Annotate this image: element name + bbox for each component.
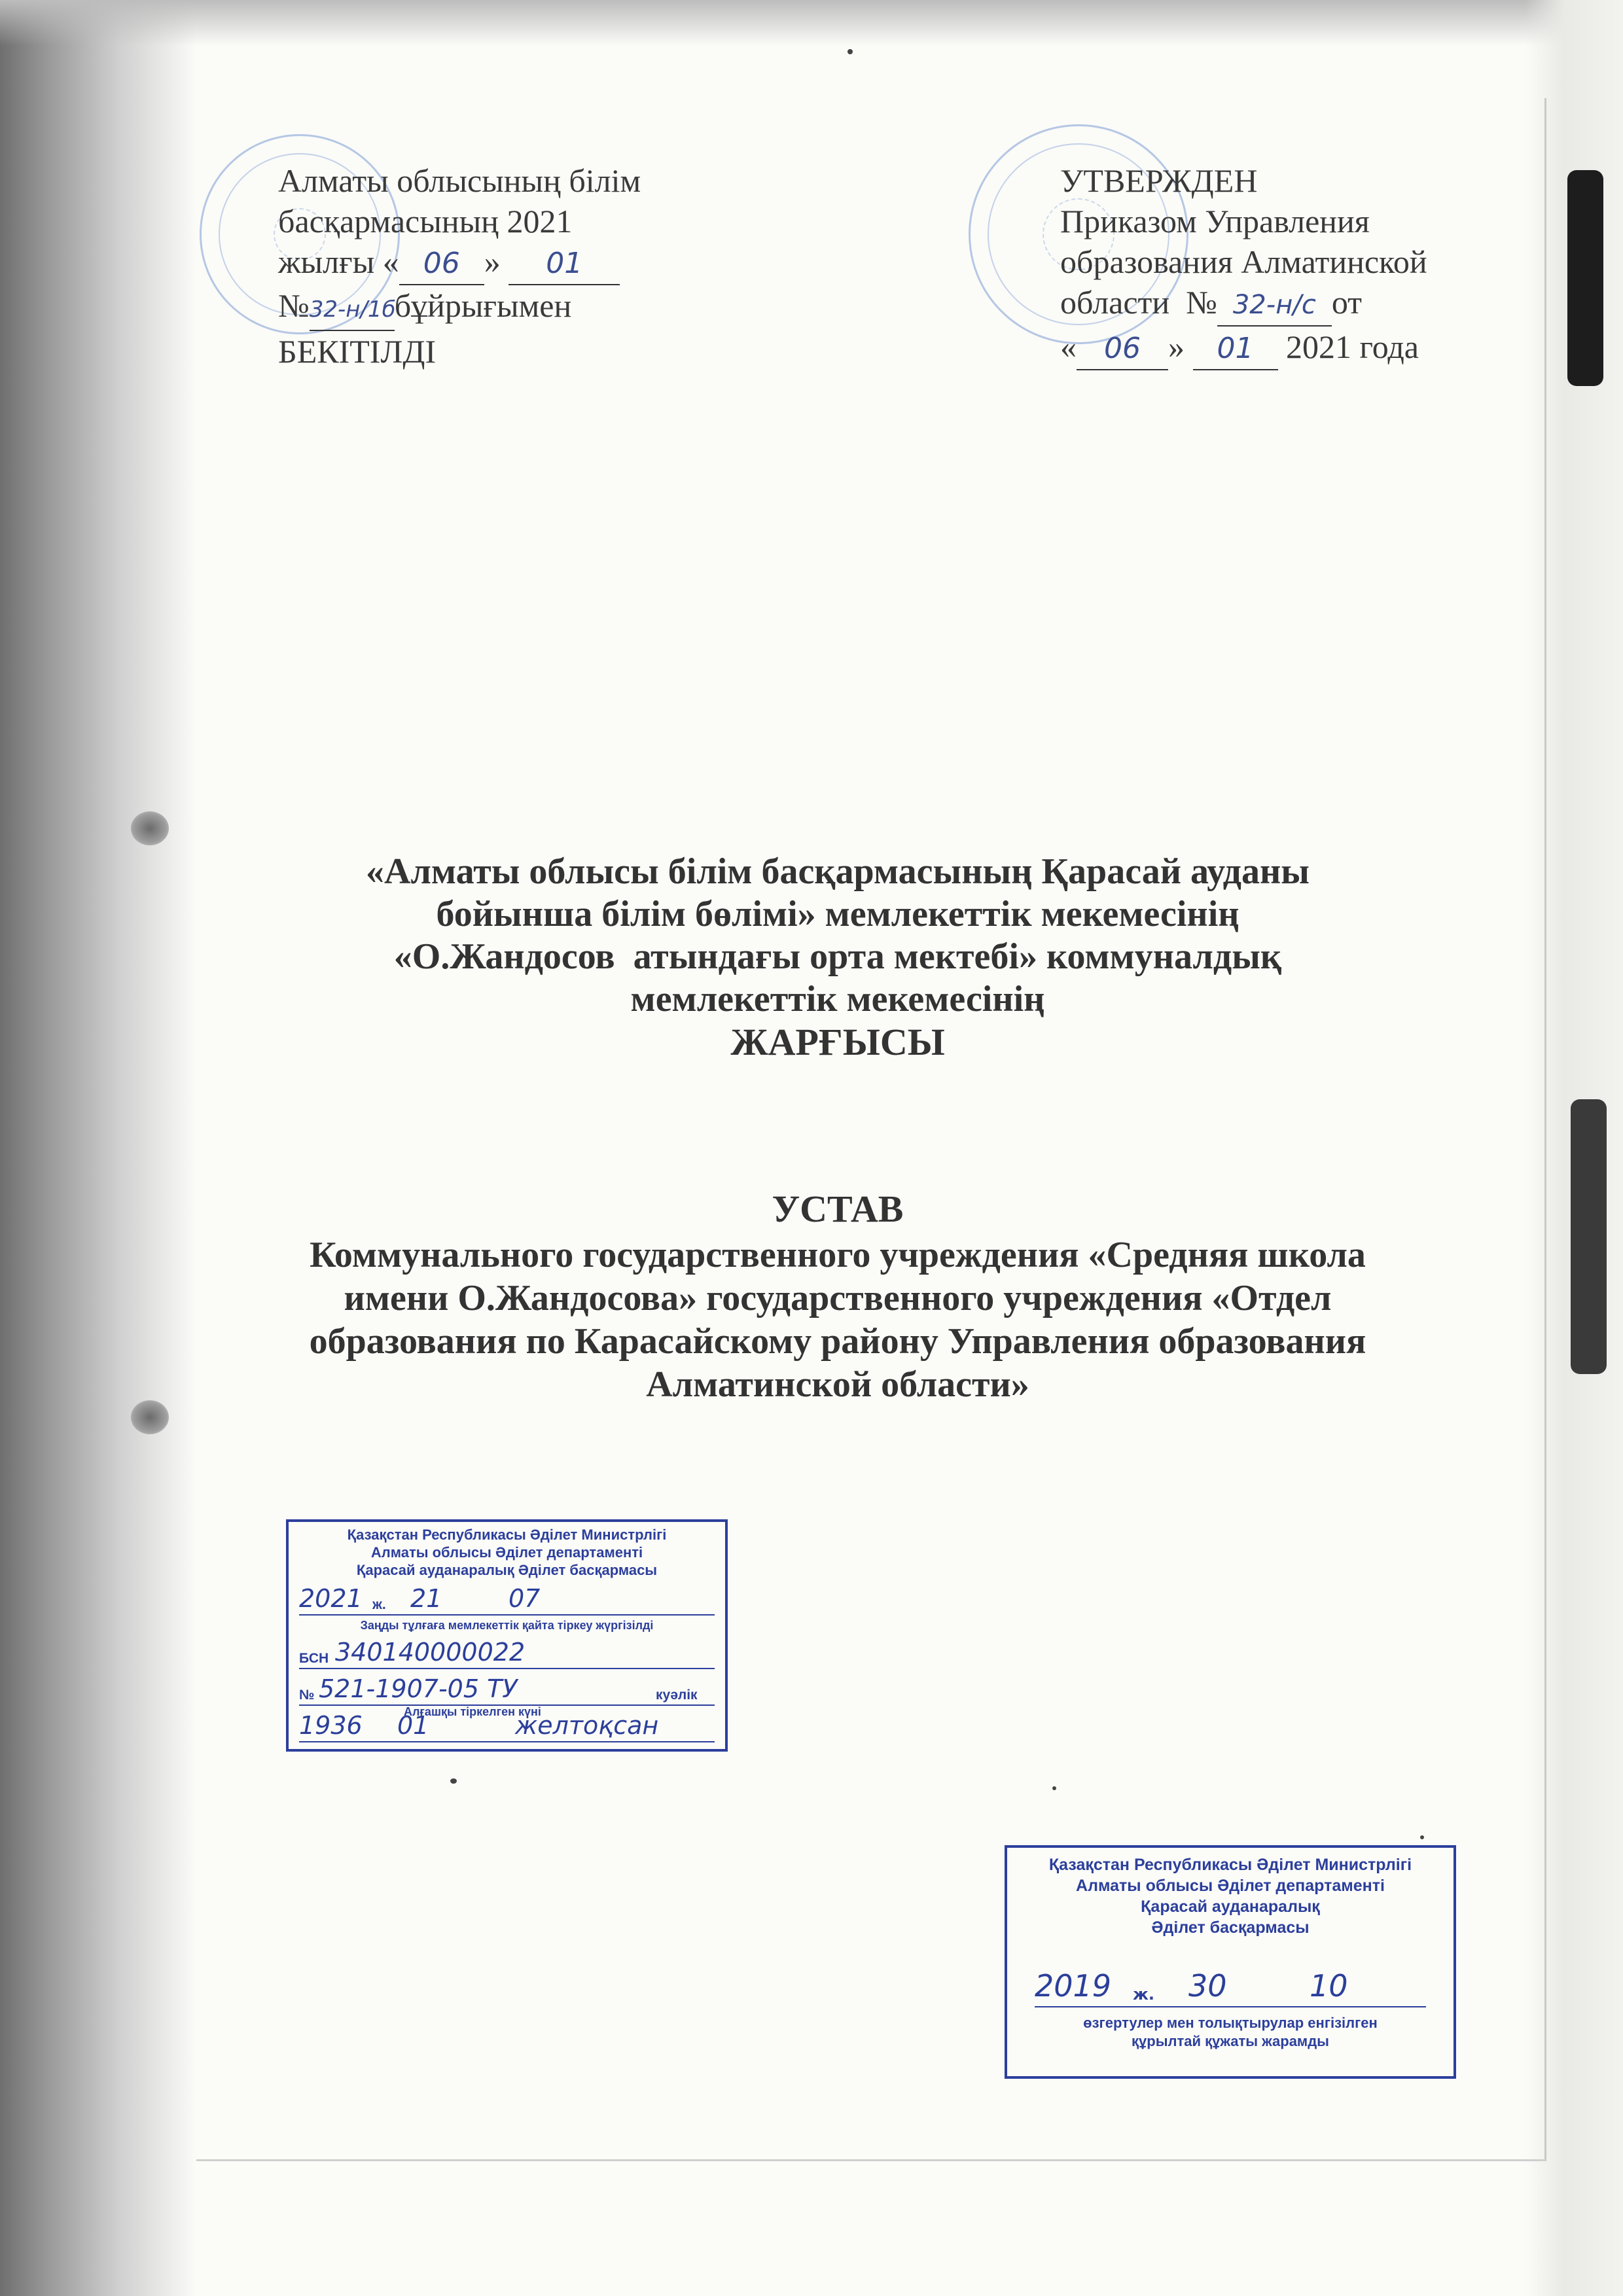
stamp-footer: құрылтай құжаты жарамды: [1132, 2033, 1329, 2049]
title-kz-doc-type: ЖАРҒЫСЫ: [730, 1021, 945, 1063]
stamp-label: куәлік: [656, 1687, 698, 1703]
scan-speck: [1420, 1835, 1424, 1839]
stamp-first-reg-row: [299, 1706, 715, 1742]
approval-kz-order-line: [278, 285, 684, 331]
stamp-footer: өзгертулер мен толықтырулар енгізілген: [1083, 2015, 1378, 2031]
stamp-bin-row: [299, 1633, 715, 1669]
approval-ru-line: Приказом Управления: [1060, 203, 1370, 239]
stamp-label: БСН: [299, 1651, 329, 1666]
handwritten-year: 2021: [299, 1584, 363, 1613]
handwritten-year: 1936: [299, 1711, 363, 1740]
approval-kz-text: №: [278, 287, 310, 324]
handwritten-month: 01: [1217, 332, 1254, 365]
approval-ru-text: »: [1168, 328, 1185, 365]
scan-top-shadow: [0, 0, 1623, 46]
title-kz-line: «О.Жандосов атындағы орта мектебі» коммуналдық: [393, 936, 1282, 977]
stamp-line: Алматы облысы Әділет департаменті: [1076, 1877, 1385, 1895]
title-kz-line: мемлекеттік мекемесінің: [630, 979, 1045, 1019]
title-ru-line: Алматинской области»: [646, 1364, 1029, 1405]
scan-speck: [847, 49, 853, 54]
approval-kz-text: жылғы «: [278, 243, 399, 280]
handwritten-bin: 340140000022: [335, 1638, 526, 1667]
approval-kz-line: БЕКІТІЛДІ: [278, 333, 437, 370]
stamp-label: ж.: [1133, 1985, 1154, 2004]
approval-kz-text: бұйрығымен: [394, 287, 572, 324]
document-title-ru: [262, 1188, 1414, 1406]
approval-ru-text: от: [1331, 284, 1363, 321]
scan-speck: [450, 1778, 457, 1784]
stamp-date-row: [1035, 1947, 1426, 2007]
handwritten-day: 21: [410, 1584, 442, 1613]
title-kz-line: «Алматы облысы білім басқармасының Қарасай ауданы: [366, 851, 1310, 892]
title-kz-line: бойынша білім бөлімі» мемлекеттік мекемесінің: [436, 894, 1240, 934]
approval-kz-line: Алматы облысының білім: [278, 162, 641, 199]
approval-kz-text: »: [484, 243, 501, 280]
approval-ru-line: УТВЕРЖДЕН: [1060, 162, 1258, 199]
stamp-label: ж.: [372, 1597, 386, 1612]
punch-hole: [131, 811, 169, 845]
handwritten-day: 01: [397, 1711, 429, 1740]
stamp-label: №: [299, 1687, 315, 1703]
approval-ru-date-line: [1060, 327, 1518, 370]
approval-ru-text: «: [1060, 328, 1077, 365]
binder-clip-mark: [1567, 170, 1603, 386]
title-ru-line: Коммунального государственного учреждения «Средняя школа: [310, 1235, 1366, 1275]
approval-block-ru: [1060, 160, 1518, 370]
stamp-line: Қазақстан Республикасы Әділет Министрлігі: [347, 1527, 667, 1543]
handwritten-month: 07: [508, 1584, 541, 1613]
registration-stamp: [286, 1519, 728, 1752]
approval-ru-line: образования Алматинской: [1060, 243, 1427, 280]
approval-kz-line: басқармасының 2021: [278, 203, 573, 239]
handwritten-day: 30: [1188, 1968, 1227, 2004]
stamp-line: Әділет басқармасы: [1151, 1918, 1310, 1937]
stamp-caption: Алғашқы тіркелген күні: [404, 1705, 541, 1718]
stamp-line: Қарасай ауданаралық: [1141, 1898, 1320, 1916]
title-ru-line: образования по Карасайскому району Управления образования: [309, 1321, 1366, 1362]
binder-clip-mark: [1571, 1099, 1607, 1374]
approval-ru-order-line: [1060, 282, 1518, 327]
scan-binding-shadow: [0, 0, 196, 2296]
document-title-kz: [262, 851, 1414, 1063]
punch-hole: [131, 1400, 169, 1434]
scan-speck: [1052, 1786, 1056, 1790]
stamp-cert-row: [299, 1669, 715, 1706]
handwritten-order-no: 32-н/1б: [309, 296, 396, 323]
approval-kz-date-line: [278, 241, 684, 285]
stamp-line: Қарасай ауданаралық Әділет басқармасы: [356, 1562, 658, 1578]
handwritten-year: 2019: [1035, 1968, 1112, 2004]
stamp-date-row: [299, 1579, 715, 1616]
approval-ru-text: 2021 года: [1286, 328, 1419, 365]
handwritten-order-no: 32-н/с: [1232, 290, 1316, 320]
stamp-line: Қазақстан Республикасы Әділет Министрлігі: [1048, 1856, 1412, 1874]
handwritten-day: 06: [1104, 332, 1141, 365]
stamp-line: Алматы облысы Әділет департаменті: [370, 1544, 643, 1561]
handwritten-cert-no: 521-1907-05 ТУ: [319, 1674, 518, 1703]
title-ru-doc-type: УСТАВ: [772, 1188, 904, 1230]
amendments-stamp: [1005, 1845, 1456, 2079]
handwritten-day: 06: [423, 247, 460, 280]
approval-ru-text: области №: [1060, 284, 1217, 321]
approval-block-kz: [278, 160, 684, 372]
handwritten-month: 10: [1310, 1968, 1348, 2004]
handwritten-month: 01: [546, 247, 583, 280]
title-ru-line: имени О.Жандосова» государственного учреждения «Отдел: [344, 1278, 1332, 1318]
handwritten-month: желтоқсан: [515, 1711, 659, 1740]
stamp-caption: Заңды тұлғаға мемлекеттік қайта тіркеу жүргізілді: [360, 1619, 654, 1632]
